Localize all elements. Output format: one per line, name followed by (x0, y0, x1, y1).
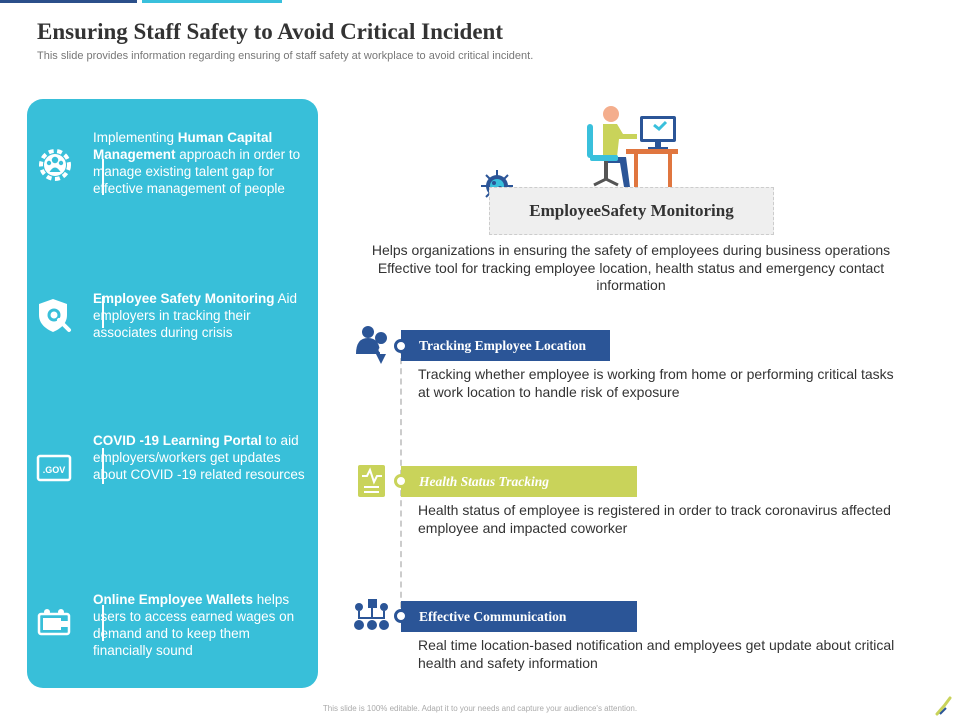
step-description-effective-communication: Real time location-based notification and employees get update about critical health and safety information (418, 637, 895, 671)
gov-screen-icon (35, 447, 75, 487)
footer-note: This slide is 100% editable. Adapt it to your needs and capture your audience's attention. (322, 704, 638, 713)
panel-item-text: COVID -19 Learning Portal to aid employers/workers get updates about COVID -19 related resources (93, 433, 305, 482)
person-at-computer-icon (580, 100, 685, 190)
svg-text:.GOV: .GOV (42, 465, 66, 475)
brand-logo-icon (934, 696, 954, 716)
top-accent-bar-light (142, 0, 282, 3)
panel-item-text: Implementing Human Capital Management approach in order to manage existing talent gap for effective management of people (93, 130, 301, 196)
person-location-icon (352, 324, 390, 364)
step-description-tracking-location: Tracking whether employee is working from home or performing critical tasks at work location to handle risk of exposure (418, 366, 894, 400)
health-clipboard-icon (357, 464, 387, 498)
panel-item-text: Online Employee Wallets helps users to access earned wages on demand and to keep them financially sound (93, 592, 295, 658)
step-tag-effective-communication: Effective Communication (401, 601, 637, 632)
network-icon (352, 598, 390, 634)
gear-people-icon (35, 145, 75, 185)
timeline-dot (394, 339, 408, 353)
employee-safety-monitoring-description: Helps organizations in ensuring the safety of employees during business operations Effective tool for tracking employee location, health status and emergency contact information (371, 242, 891, 293)
wallet-icon (35, 603, 75, 643)
shield-search-icon (35, 295, 75, 335)
page-subtitle: This slide provides information regarding ensuring of staff safety at workplace to avoid critical incident. (37, 50, 534, 62)
step-tag-health-status: Health Status Tracking (401, 466, 637, 497)
features-panel (27, 99, 318, 688)
timeline-dot (394, 609, 408, 623)
step-tag-tracking-location: Tracking Employee Location (401, 330, 610, 361)
employee-safety-monitoring-heading: EmployeeSafety Monitoring (489, 187, 774, 235)
page-title: Ensuring Staff Safety to Avoid Critical Incident (37, 19, 503, 44)
step-description-health-status: Health status of employee is registered in order to track coronavirus affected employee and impacted coworker (418, 502, 891, 536)
top-accent-bar-dark (0, 0, 137, 3)
timeline-dot (394, 474, 408, 488)
panel-item-text: Employee Safety Monitoring Aid employers in tracking their associates during crisis (93, 291, 298, 340)
